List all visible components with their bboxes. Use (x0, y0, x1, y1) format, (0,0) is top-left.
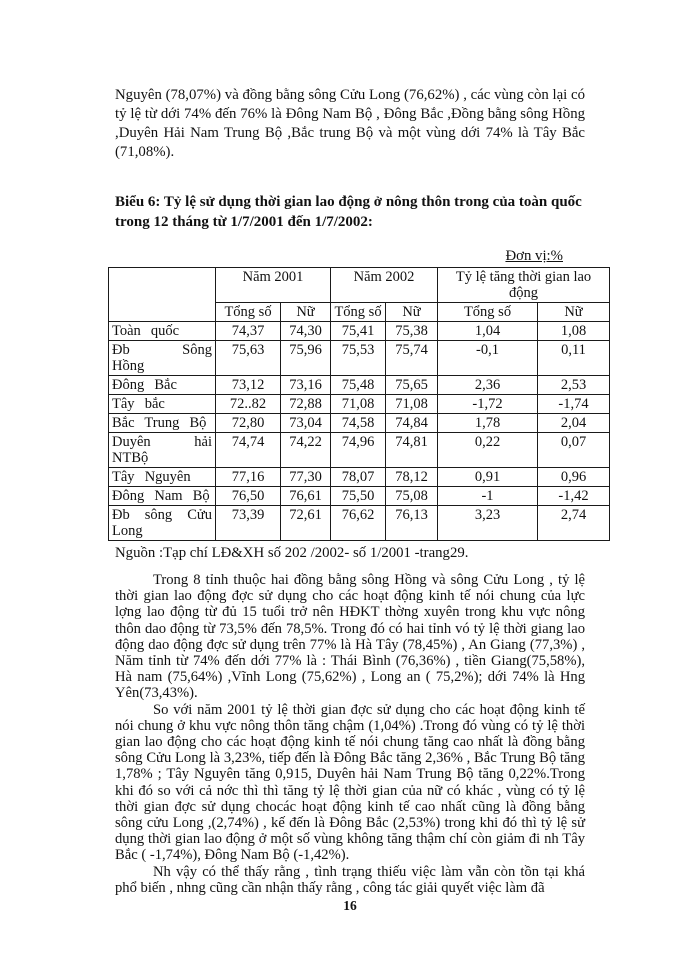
table-row (109, 376, 610, 395)
group-header-2001: Năm 2001 (216, 268, 331, 303)
region-cell: Bắc Trung Bộ (109, 414, 216, 433)
table-caption: Biểu 6: Tỷ lệ sử dụng thời gian lao động ở nông thôn trong của toàn quốc trong 12 tháng từ 1/7/2001 đến 1/7/2002: (115, 194, 582, 230)
value-cell: 77,16 (216, 468, 281, 487)
value-cell: 1,78 (438, 414, 538, 433)
table-row (109, 322, 610, 341)
value-cell: 0,96 (538, 468, 610, 487)
intro-paragraph: Nguyên (78,07%) và đồng bằng sông Cửu Long (76,62%) , các vùng còn lại có tỷ lệ từ dới 74% đến 76% là Đông Nam Bộ , Đông Bắc ,Đồng bằng sông Hồng ,Duyên Hải Nam Trung Bộ ,Bắc trung Bộ và một vùng dới 74% là Tây Bắc (71,08%). (115, 87, 585, 160)
value-cell: 74,30 (281, 322, 331, 341)
value-cell: 74,84 (386, 414, 438, 433)
value-cell: -1,42 (538, 487, 610, 506)
subheader-cell: Nữ (538, 303, 610, 322)
value-cell: 0,11 (538, 341, 610, 376)
value-cell: 2,74 (538, 506, 610, 541)
value-cell: 75,08 (386, 487, 438, 506)
value-cell: 74,81 (386, 433, 438, 468)
unit-row (115, 248, 585, 265)
unit-label: Đơn vị:% (505, 248, 563, 264)
table-header (109, 268, 610, 322)
value-cell: 73,16 (281, 376, 331, 395)
region-cell: Tây Nguyên (109, 468, 216, 487)
table-row (109, 433, 610, 468)
labor-time-table (108, 267, 610, 541)
value-cell: -0,1 (438, 341, 538, 376)
subheader-cell: Tổng số (438, 303, 538, 322)
table-row (109, 487, 610, 506)
subheader-cell: Nữ (281, 303, 331, 322)
region-cell: Đông Nam Bộ (109, 487, 216, 506)
table-wrap (108, 267, 592, 541)
value-cell: -1 (438, 487, 538, 506)
value-cell: 74,22 (281, 433, 331, 468)
value-cell: 72,61 (281, 506, 331, 541)
source-note: Nguồn :Tạp chí LĐ&XH số 202 /2002- số 1/2001 -trang29. (115, 545, 469, 561)
value-cell: -1,74 (538, 395, 610, 414)
value-cell: 73,04 (281, 414, 331, 433)
group-header-2002: Năm 2002 (331, 268, 438, 303)
value-cell: 2,36 (438, 376, 538, 395)
table-row (109, 341, 610, 376)
body-paragraph: Trong 8 tỉnh thuộc hai đồng bằng sông Hồng và sông Cửu Long , tỷ lệ thời gian lao động đợc sử dụng cho các hoạt động kinh tế nói chung của lực lợng lao động từ đủ 15 tuổi trở nên HĐKT thờng xuyên trong khu vực nông thôn dao động từ 73,5% đến 78,5%. Trong đó có hai tỉnh vó tỷ lệ thời giang lao động dao động đợc sử dụng trên 77% là Hà Tây (78,45%) , An Giang (77,3%) , Năm tỉnh từ 74% đến dới 77% là : Thái Bình (76,36%) , tiền Giang(75,58%), Hà nam (75,64%) ,Vĩnh Long (75,62%) , Long an ( 75,2%); dới 74% là Hng Yên(73,43%). (115, 572, 585, 702)
value-cell: 73,12 (216, 376, 281, 395)
value-cell: 76,62 (331, 506, 386, 541)
value-cell: 77,30 (281, 468, 331, 487)
value-cell: 74,74 (216, 433, 281, 468)
region-cell: Duyên hải NTBộ (109, 433, 216, 468)
value-cell: 71,08 (331, 395, 386, 414)
value-cell: 0,07 (538, 433, 610, 468)
body-paragraph: Nh vậy có thể thấy rằng , tình trạng thiếu việc làm vẫn còn tồn tại khá phổ biến , nhng cũng cần nhận thấy rằng , công tác giải quyết việc làm đã (115, 863, 585, 896)
value-cell: 2,04 (538, 414, 610, 433)
value-cell: 75,48 (331, 376, 386, 395)
subheader-cell: Tổng số (216, 303, 281, 322)
value-cell: 0,91 (438, 468, 538, 487)
value-cell: 76,61 (281, 487, 331, 506)
body-paragraph: So với năm 2001 tỷ lệ thời gian đợc sử dụng cho các hoạt động kinh tế nói chung ở khu vực nông thôn tăng chậm (1,04%) .Trong đó vùng có tỷ lệ thời gian lao động cho các hoạt động kinh tế nói chung tăng cao nhất là đồng bằng sông Cửu Long là 3,23%, tiếp đến là Đông Bắc tăng 2,36% , Bắc Trung Bộ tăng 1,78% ; Tây Nguyên tăng 0,915, Duyên hải Nam Trung Bộ tăng 0,22%.Trong khi đó so với cả nớc thì thì tăng tỷ lệ thời gian của nữ có khác , vùng có tỷ lệ thời gian đợc sử dụng chocác hoạt động kinh tế cao nhất cũng là đồng bằng sông cửu Long ,(2,74%) , kế đến là Đông Bắc (2,53%) trong khi đó thì tỷ lệ sử dụng thời gian lao động ở một số vùng không tăng thậm chí còn giảm đi nh Tây Bắc ( -1,74%), Đông Nam Bộ (-1,42%). (115, 701, 585, 864)
value-cell: 78,12 (386, 468, 438, 487)
group-header-rate: Tỷ lệ tăng thời gian lao động (438, 268, 610, 303)
region-header-cell (109, 268, 216, 322)
value-cell: -1,72 (438, 395, 538, 414)
page-content (112, 86, 592, 896)
table-row (109, 395, 610, 414)
value-cell: 76,13 (386, 506, 438, 541)
value-cell: 2,53 (538, 376, 610, 395)
value-cell: 75,74 (386, 341, 438, 376)
page-number: 16 (343, 898, 357, 913)
value-cell: 75,53 (331, 341, 386, 376)
value-cell: 75,65 (386, 376, 438, 395)
value-cell: 73,39 (216, 506, 281, 541)
value-cell: 1,08 (538, 322, 610, 341)
value-cell: 1,04 (438, 322, 538, 341)
subheader-cell: Nữ (386, 303, 438, 322)
value-cell: 72,80 (216, 414, 281, 433)
region-cell: Tây bắc (109, 395, 216, 414)
region-cell: Toàn quốc (109, 322, 216, 341)
value-cell: 74,37 (216, 322, 281, 341)
value-cell: 75,38 (386, 322, 438, 341)
value-cell: 74,96 (331, 433, 386, 468)
value-cell: 72..82 (216, 395, 281, 414)
table-header-group-row (109, 268, 610, 303)
value-cell: 72,88 (281, 395, 331, 414)
table-row (109, 468, 610, 487)
table-row (109, 414, 610, 433)
value-cell: 0,22 (438, 433, 538, 468)
value-cell: 75,96 (281, 341, 331, 376)
value-cell: 78,07 (331, 468, 386, 487)
value-cell: 75,41 (331, 322, 386, 341)
value-cell: 3,23 (438, 506, 538, 541)
table-body (109, 322, 610, 541)
region-cell: Đb Sông Hồng (109, 341, 216, 376)
region-cell: Đb sông Cửu Long (109, 506, 216, 541)
value-cell: 75,63 (216, 341, 281, 376)
subheader-cell: Tổng số (331, 303, 386, 322)
value-cell: 76,50 (216, 487, 281, 506)
value-cell: 74,58 (331, 414, 386, 433)
table-row (109, 506, 610, 541)
value-cell: 71,08 (386, 395, 438, 414)
region-cell: Đông Bắc (109, 376, 216, 395)
value-cell: 75,50 (331, 487, 386, 506)
